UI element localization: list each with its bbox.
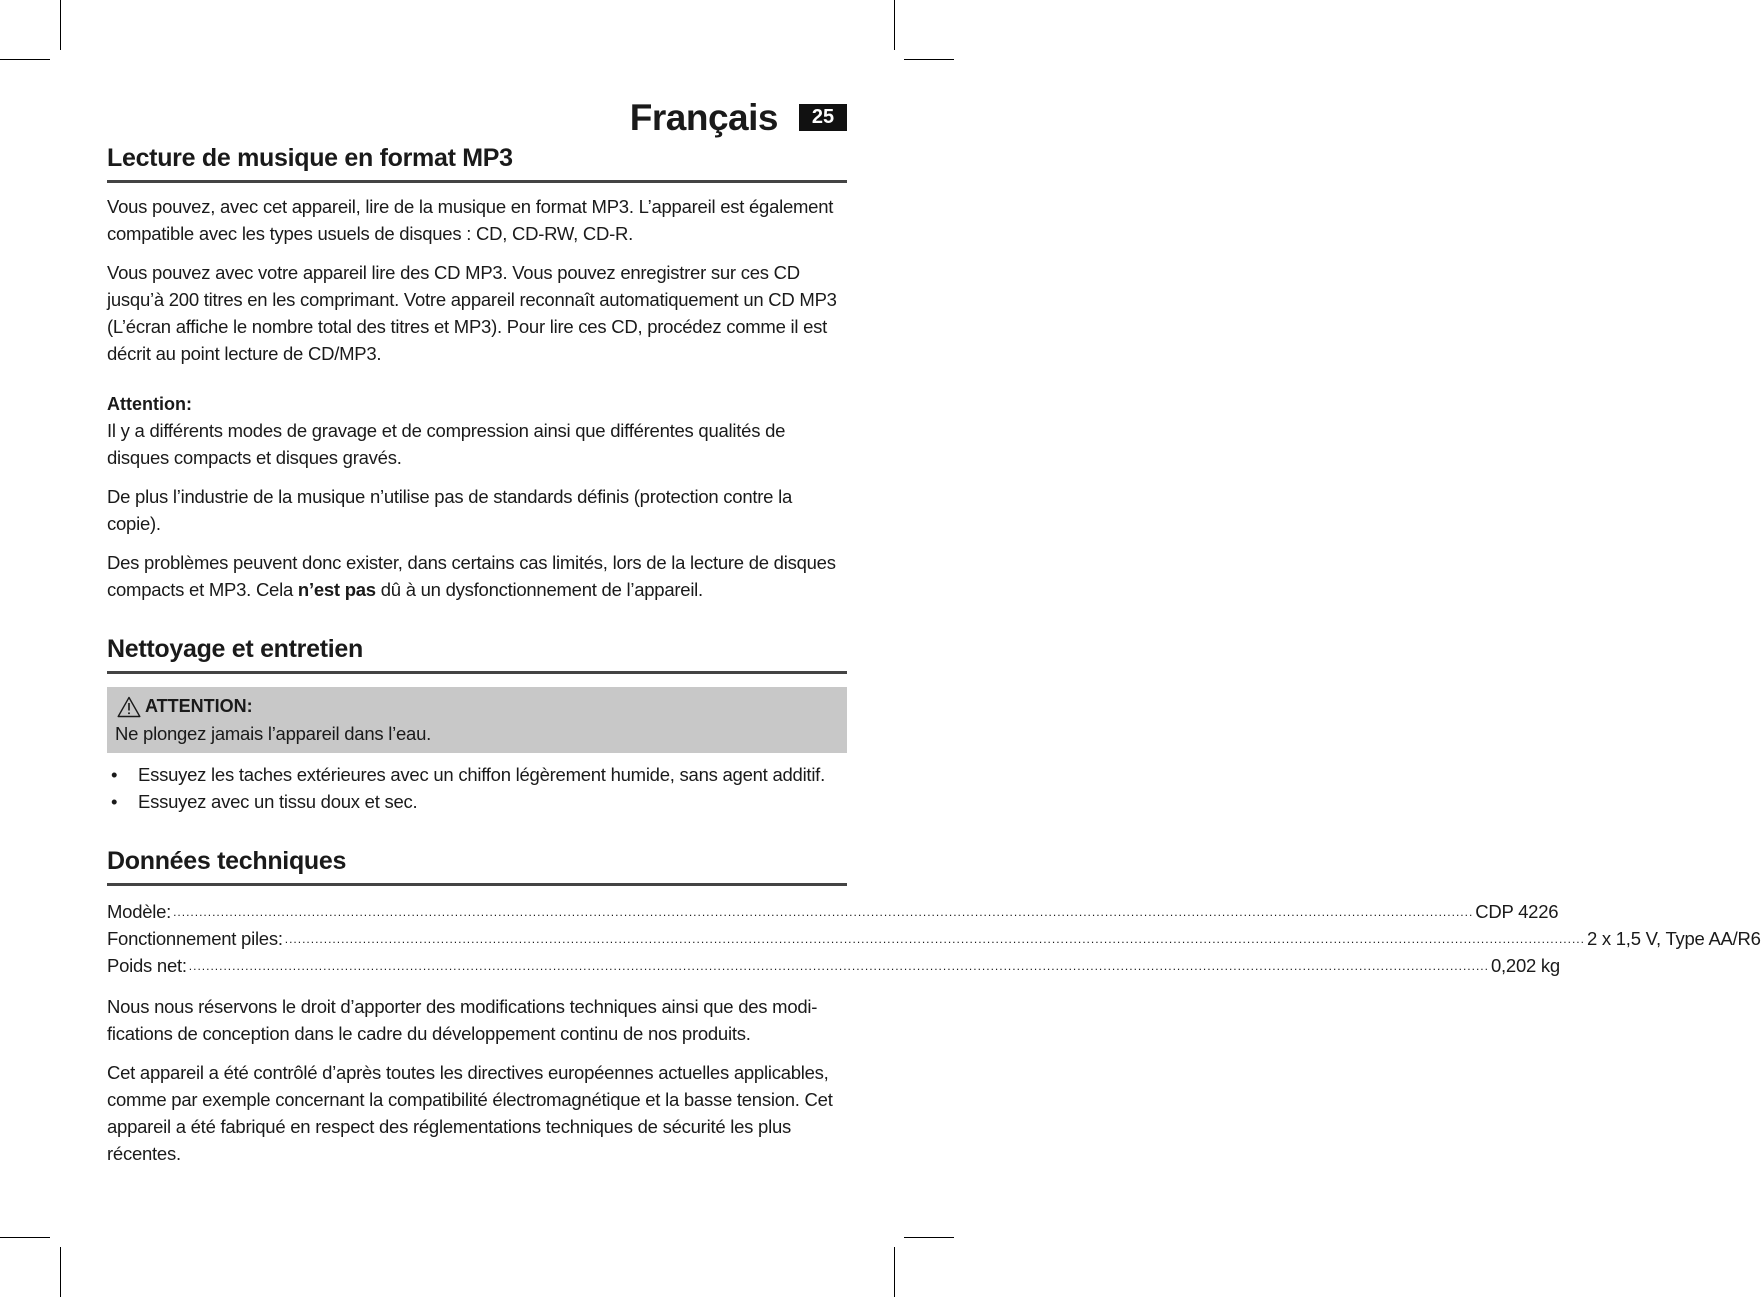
spec-label: Modèle:: [107, 901, 172, 922]
paragraph: Cet appareil a été contrôlé d’après toutes les directives européennes actuelles applicables, comme par exemple concernant la compatibilité électromagnétique et la basse tension. Cet appareil a été fabriqué en respect des réglementations techniques de sécurité les plus récentes.: [107, 1062, 833, 1164]
spec-value: CDP 4226: [1475, 901, 1559, 922]
spec-value: 0,202 kg: [1490, 955, 1560, 976]
crop-mark: [904, 1237, 954, 1238]
paragraph: Vous pouvez avec votre appareil lire des CD MP3. Vous pouvez enregistrer sur ces CD jusqu’à 200 titres en les comprimant. Votre appareil reconnaît automatiquement un CD MP3 (L’écran affiche le nombre total des titres et MP3). Pour lire ces CD, procédez comme il est décrit au point lecture de CD/MP3.: [107, 262, 837, 364]
list-item-text: Essuyez avec un tissu doux et sec.: [138, 791, 418, 812]
list-item: [107, 788, 847, 815]
section-heading-specs: Données techniques: [107, 845, 847, 886]
warning-text: Ne plongez jamais l’appareil dans l’eau.: [115, 723, 431, 744]
crop-mark: [894, 1247, 895, 1297]
page-number: 25: [799, 104, 847, 131]
section-heading-mp3: Lecture de musique en format MP3: [107, 142, 847, 183]
warning-title-text: ATTENTION:: [145, 696, 253, 716]
section-cleaning: [107, 633, 847, 815]
spec-value: 2 x 1,5 V, Type AA/R6: [1586, 928, 1761, 949]
warning-title: [115, 693, 839, 720]
spec-list: [107, 898, 1761, 979]
paragraph: Vous pouvez, avec cet appareil, lire de la musique en format MP3. L’appareil est également compatible avec les types usuels de disques : CD, CD-RW, CD-R.: [107, 196, 834, 244]
dot-leader: ............................................................................................................................................................................................................................................................................................................: [173, 905, 1474, 919]
warning-triangle-icon: [117, 696, 141, 718]
page-content: [107, 142, 1761, 1167]
section-specs: [107, 845, 1761, 1167]
spec-label: Poids net:: [107, 955, 187, 976]
bullet-icon: •: [111, 764, 118, 785]
dot-leader: ............................................................................................................................................................................................................................................................................................................: [188, 959, 1489, 973]
text-run: Des problèmes peuvent donc exister, dans certains cas limités, lors de la lecture de disques compacts et MP3. Cela: [107, 552, 836, 600]
bullet-icon: •: [111, 791, 118, 812]
spec-row: [107, 925, 1761, 952]
emphasis-text: n’est pas: [297, 579, 376, 600]
warning-box: [107, 687, 847, 753]
spec-row: [107, 898, 1559, 925]
crop-mark: [60, 1247, 61, 1297]
list-item-text: Essuyez les taches extérieures avec un chiffon légèrement humide, sans agent additif.: [138, 764, 825, 785]
spec-label: Fonctionnement piles:: [107, 928, 283, 949]
paragraph: De plus l’industrie de la musique n’utilise pas de standards définis (protection contre la copie).: [107, 486, 792, 534]
section-heading-cleaning: Nettoyage et entretien: [107, 633, 847, 674]
paragraph: [107, 549, 847, 603]
spec-row: [107, 952, 1560, 979]
crop-mark: [0, 1237, 50, 1238]
crop-mark: [894, 0, 895, 50]
dot-leader: ............................................................................................................................................................................................................................................................................................................: [284, 932, 1585, 946]
crop-mark: [904, 59, 954, 60]
attention-label: Attention:: [107, 394, 192, 414]
bullet-list: [107, 761, 847, 815]
list-item: [107, 761, 847, 788]
crop-mark: [60, 0, 61, 50]
crop-mark: [0, 59, 50, 60]
text-run: dû à un dysfonctionnement de l’appareil.: [375, 579, 703, 600]
paragraph: Nous nous réservons le droit d’apporter des modifications techniques ainsi que des modi-fications de conception dans le cadre du développement continu de nos produits.: [107, 996, 818, 1044]
section-mp3: [107, 142, 847, 603]
paragraph: Il y a différents modes de gravage et de compression ainsi que différentes qualités de disques compacts et disques gravés.: [107, 420, 786, 468]
page-language-title: Français: [629, 97, 778, 138]
